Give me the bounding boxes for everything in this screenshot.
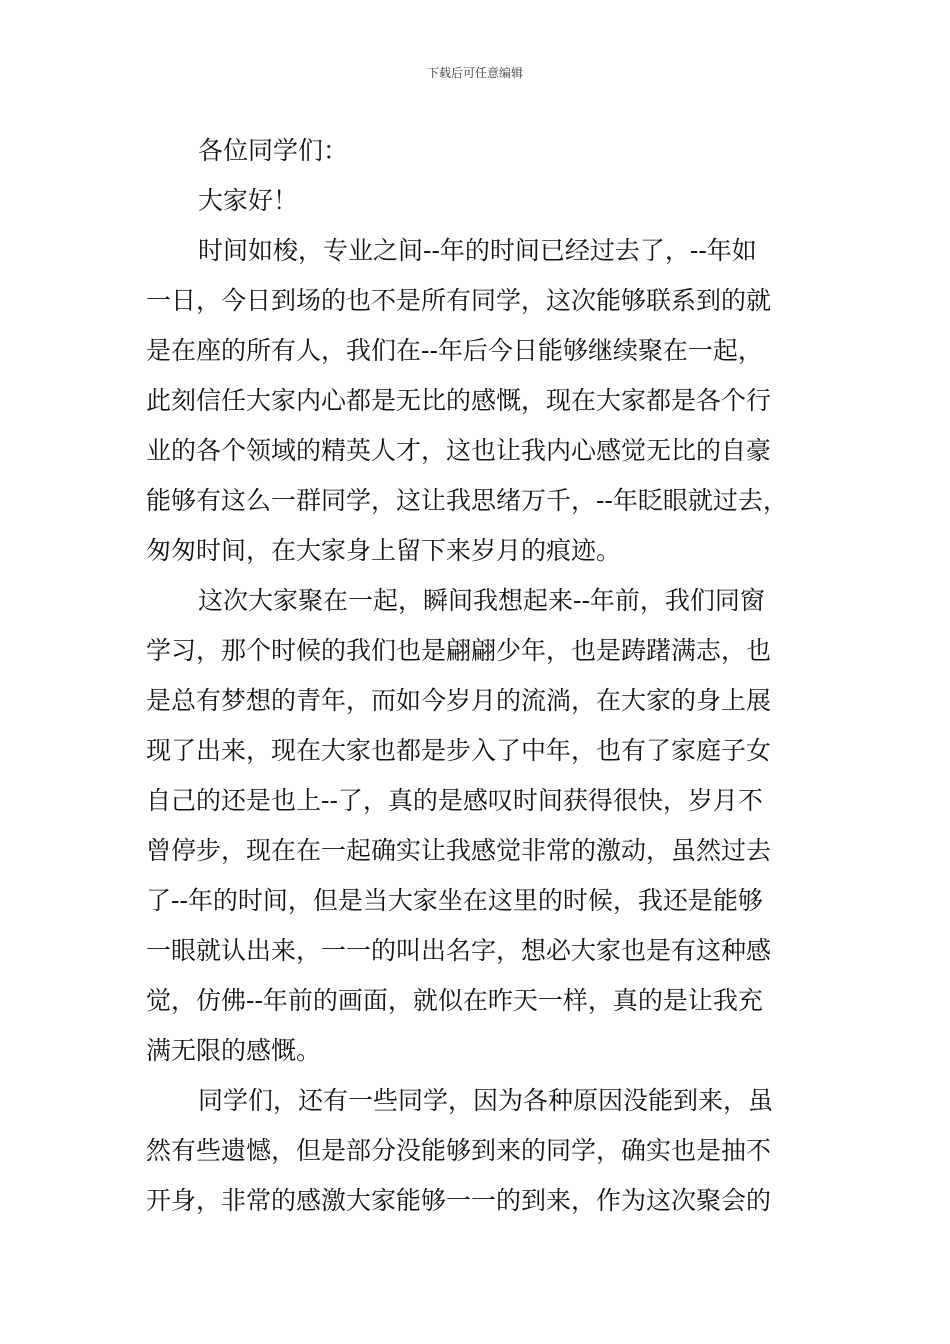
text-line: 此刻信任大家内心都是无比的感慨，现在大家都是各个行 [146, 386, 772, 415]
text-line: 满无限的感慨。 [146, 1036, 322, 1065]
text-line: 开身，非常的感激大家能够一一的到来，作为这次聚会的 [146, 1186, 772, 1215]
document-body [146, 126, 806, 1226]
text-line: 同学们，还有一些同学，因为各种原因没能到来，虽 [198, 1086, 774, 1115]
text-line: 时间如梭，专业之间--年的时间已经过去了，--年如 [198, 236, 757, 265]
text-line: 业的各个领域的精英人才，这也让我内心感觉无比的自豪 [146, 436, 772, 465]
text-line: 曾停步，现在在一起确实让我感觉非常的激动，虽然过去 [146, 836, 772, 865]
text-line: 然有些遗憾，但是部分没能够到来的同学，确实也是抽不 [146, 1136, 772, 1165]
text-line: 觉，仿佛--年前的画面，就似在昨天一样，真的是让我充 [146, 986, 763, 1015]
text-line: 现了出来，现在大家也都是步入了中年，也有了家庭子女 [146, 736, 772, 765]
page-header: 下载后可任意编辑 [426, 66, 523, 80]
text-line: 各位同学们： [198, 136, 349, 165]
text-line: 能够有这么一群同学，这让我思绪万千，--年眨眼就过去， [146, 486, 788, 515]
text-line: 一日，今日到场的也不是所有同学，这次能够联系到的就 [146, 286, 772, 315]
text-line: 匆匆时间，在大家身上留下来岁月的痕迹。 [146, 536, 622, 565]
text-line: 了--年的时间，但是当大家坐在这里的时候，我还是能够 [146, 886, 763, 915]
text-line: 一眼就认出来，一一的叫出名字，想必大家也是有这种感 [146, 936, 772, 965]
text-line: 是在座的所有人，我们在--年后今日能够继续聚在一起， [146, 336, 763, 365]
text-line: 学习，那个时候的我们也是翩翩少年，也是踌躇满志，也 [146, 636, 772, 665]
text-line: 自己的还是也上--了，真的是感叹时间获得很快，岁月不 [146, 786, 763, 815]
text-line: 这次大家聚在一起，瞬间我想起来--年前，我们同窗 [198, 586, 765, 615]
text-line: 是总有梦想的青年，而如今岁月的流淌，在大家的身上展 [146, 686, 772, 715]
text-line: 大家好！ [198, 186, 299, 215]
